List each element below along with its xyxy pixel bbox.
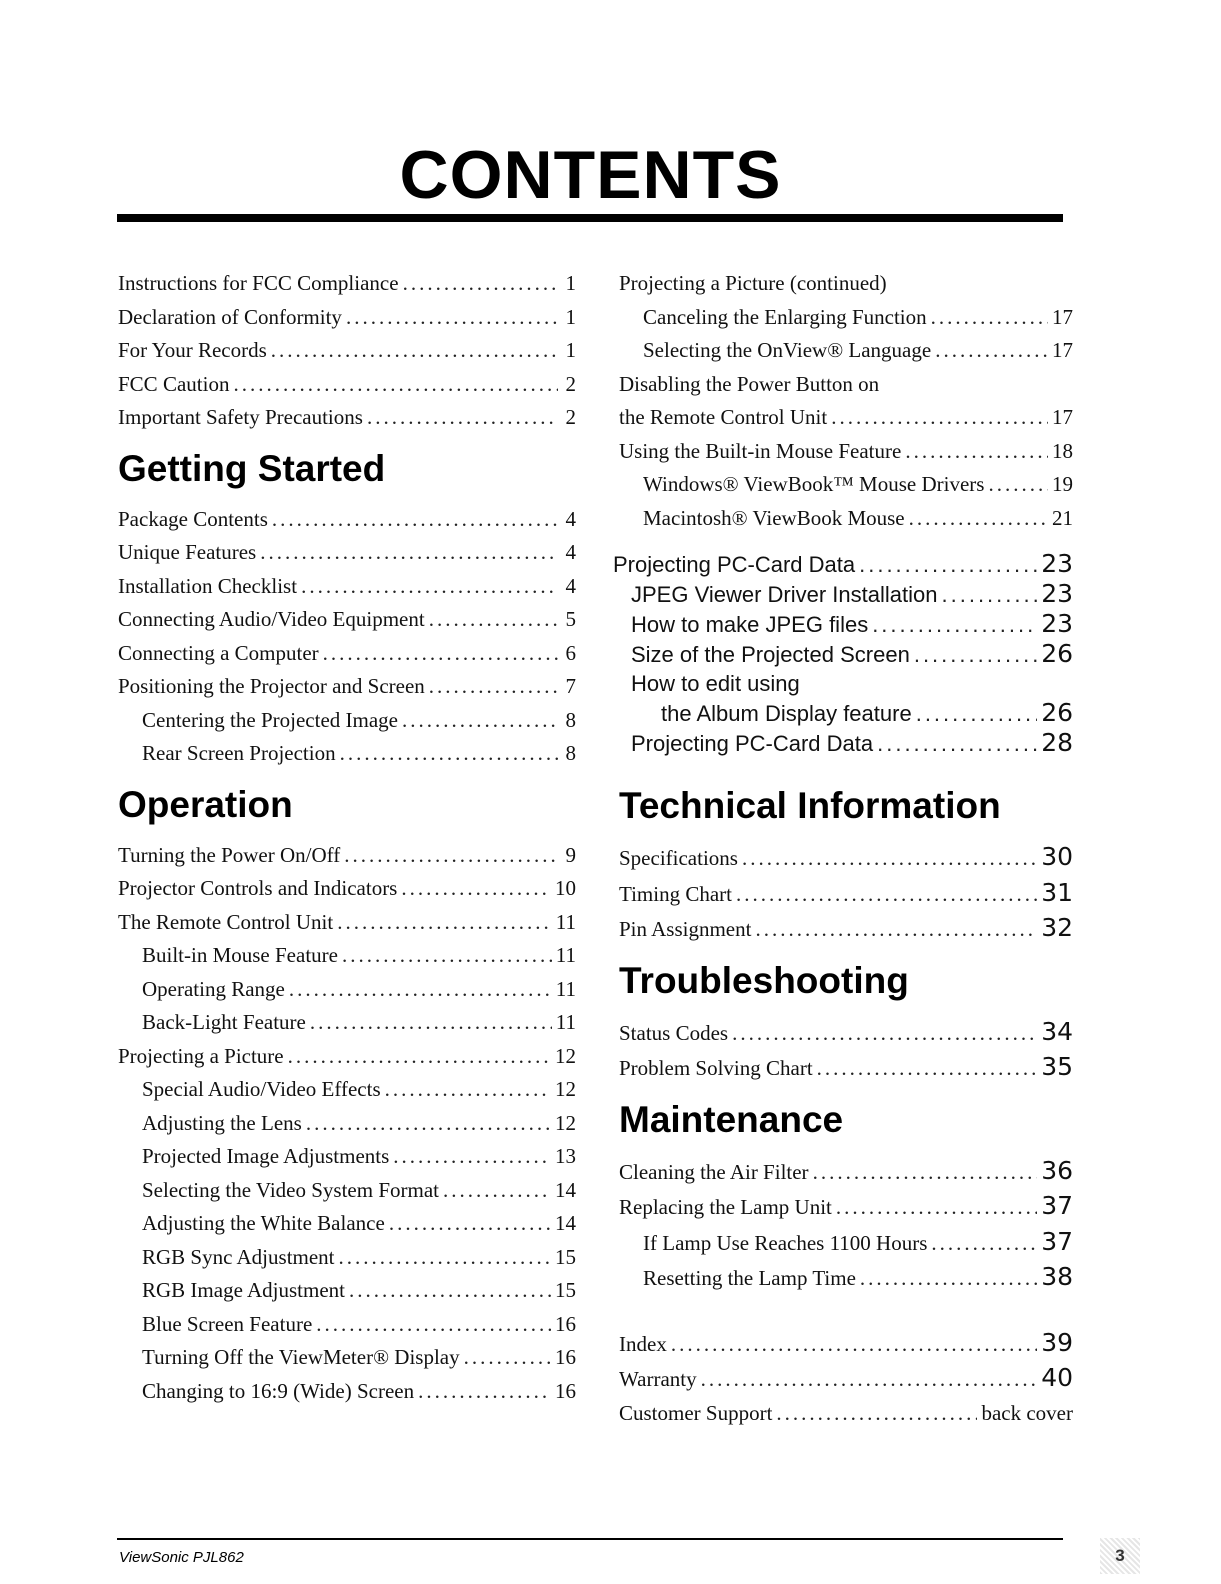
toc-entry[interactable] <box>619 609 1073 639</box>
toc-entry[interactable] <box>118 1341 576 1375</box>
toc-entry-page: 1 <box>565 271 576 295</box>
leader-dots <box>872 610 1037 639</box>
toc-entry-label: Projecting a Picture <box>118 1043 284 1068</box>
footer-rule <box>117 1538 1063 1540</box>
toc-entry[interactable] <box>619 1015 1073 1051</box>
toc-entry-label: Problem Solving Chart <box>619 1056 813 1080</box>
section-heading-technical-information: Technical Information <box>619 785 1001 826</box>
toc-entry[interactable] <box>118 1174 576 1208</box>
leader-dots <box>233 368 558 402</box>
toc-entry-label: Selecting the Video System Format <box>142 1177 439 1202</box>
toc-entry-label: Declaration of Conformity <box>118 304 342 329</box>
toc-entry-label: Warranty <box>619 1367 697 1391</box>
leader-dots <box>418 1375 551 1409</box>
toc-entry-label: Instructions for FCC Compliance <box>118 271 399 295</box>
toc-entry-page: 4 <box>565 540 576 564</box>
toc-entry[interactable] <box>118 1274 576 1308</box>
toc-entry[interactable] <box>619 579 1073 609</box>
toc-entry-label: Projector Controls and Indicators <box>118 876 398 900</box>
toc-entry-page: 19 <box>1052 472 1073 496</box>
toc-entry-page: 1 <box>565 338 576 362</box>
toc-entry-label: Windows® ViewBook™ Mouse Drivers <box>643 472 985 496</box>
toc-entry[interactable] <box>118 301 576 335</box>
toc-entry-page: 2 <box>565 371 576 396</box>
toc-entry[interactable] <box>619 840 1073 876</box>
toc-entry-page: 11 <box>555 976 576 1001</box>
toc-entry-page: 9 <box>565 842 576 867</box>
toc-entry-page: 12 <box>555 1110 576 1135</box>
toc-entry[interactable] <box>118 939 576 973</box>
toc-entry-page: 15 <box>555 1278 576 1302</box>
toc-entry-label: Status Codes <box>619 1020 729 1045</box>
toc-entry-page: 11 <box>555 943 576 967</box>
toc-entry[interactable] <box>118 368 576 402</box>
toc-entry-page: 8 <box>565 741 576 765</box>
toc-entry[interactable] <box>619 1326 1073 1362</box>
toc-entry-label: Built-in Mouse Feature <box>142 943 338 967</box>
toc-entry[interactable] <box>118 603 576 637</box>
leader-dots <box>272 503 558 537</box>
leader-dots <box>385 1073 551 1107</box>
toc-entry-label: JPEG Viewer Driver Installation <box>631 582 938 607</box>
toc-entry-page: 23 <box>1041 579 1073 608</box>
page-number: 3 <box>1100 1538 1140 1574</box>
toc-entry-label: How to edit using <box>631 671 800 696</box>
toc-entry[interactable] <box>118 704 576 738</box>
toc-entry-page: 16 <box>555 1378 576 1403</box>
footer-product-name: ViewSonic PJL862 <box>119 1549 244 1566</box>
toc-entry[interactable] <box>619 1397 1073 1431</box>
leader-dots <box>429 670 558 704</box>
leader-dots <box>836 1191 1037 1225</box>
leader-dots <box>288 1040 551 1074</box>
toc-entry-label: Resetting the Lamp Time <box>643 1266 856 1290</box>
toc-entry-page: 37 <box>1041 1191 1073 1220</box>
toc-entry[interactable] <box>118 334 576 368</box>
toc-entry-page: 28 <box>1041 728 1073 757</box>
leader-dots <box>701 1363 1038 1397</box>
toc-entry-label: Connecting Audio/Video Equipment <box>118 607 425 631</box>
toc-entry-page: 14 <box>555 1211 576 1235</box>
toc-entry-page: 40 <box>1041 1363 1073 1392</box>
leader-dots <box>905 435 1048 469</box>
toc-entry[interactable] <box>118 737 576 771</box>
toc-entry[interactable] <box>118 1107 576 1141</box>
leader-dots <box>859 550 1037 579</box>
leader-dots <box>831 401 1048 435</box>
leader-dots <box>736 878 1037 912</box>
toc-entry-page: 5 <box>565 607 576 631</box>
toc-entry-label: Back-Light Feature <box>142 1010 306 1034</box>
toc-entry[interactable] <box>118 401 576 435</box>
toc-entry-page: 26 <box>1041 639 1073 668</box>
toc-entry-page: 18 <box>1052 438 1073 463</box>
toc-entry[interactable] <box>118 973 576 1007</box>
title-rule <box>117 214 1063 222</box>
toc-entry-page: 36 <box>1041 1155 1073 1185</box>
toc-entry[interactable] <box>118 906 576 940</box>
leader-dots <box>931 1227 1037 1261</box>
toc-entry[interactable] <box>619 911 1073 947</box>
toc-entry-label: Turning the Power On/Off <box>118 842 341 867</box>
toc-entry-label: Rear Screen Projection <box>142 741 336 765</box>
toc-entry-label: Projected Image Adjustments <box>142 1144 390 1168</box>
toc-entry-label: Using the Built-in Mouse Feature <box>619 438 902 463</box>
leader-dots <box>340 737 558 771</box>
toc-entry[interactable] <box>619 639 1073 669</box>
page-title: CONTENTS <box>399 137 782 213</box>
leader-dots <box>306 1107 551 1141</box>
leader-dots <box>817 1052 1038 1086</box>
toc-entry-label: Operating Range <box>142 976 285 1001</box>
toc-entry-label: Installation Checklist <box>118 573 298 598</box>
toc-entry[interactable] <box>619 368 1073 402</box>
toc-entry-page: 6 <box>565 640 576 665</box>
toc-entry[interactable] <box>619 1361 1073 1397</box>
toc-entry-label: Centering the Projected Image <box>142 707 398 732</box>
leader-dots <box>988 468 1048 502</box>
toc-entry-page: 26 <box>1041 698 1073 727</box>
toc-entry[interactable] <box>619 1050 1073 1086</box>
toc-entry[interactable] <box>619 728 1073 758</box>
leader-dots <box>271 334 558 368</box>
toc-entry-page: 4 <box>565 506 576 531</box>
leader-dots <box>429 603 558 637</box>
leader-dots <box>464 1341 551 1375</box>
toc-entry-page: 38 <box>1041 1262 1073 1291</box>
toc-entry-label: Projecting a Picture (continued) <box>619 271 887 295</box>
toc-entry-label: Disabling the Power Button on <box>619 371 880 396</box>
toc-entry-page: 14 <box>555 1177 576 1202</box>
leader-dots <box>931 301 1048 335</box>
toc-entry[interactable] <box>619 502 1073 536</box>
toc-entry-page: back cover <box>981 1400 1073 1425</box>
toc-entry-label: If Lamp Use Reaches 1100 Hours <box>643 1230 928 1255</box>
toc-entry-label: Blue Screen Feature <box>142 1311 313 1336</box>
toc-entry-label: Size of the Projected Screen <box>631 642 910 667</box>
toc-entry-label: Important Safety Precautions <box>118 405 363 429</box>
toc-entry[interactable] <box>619 1260 1073 1296</box>
toc-right-column <box>613 267 1073 1430</box>
toc-entry[interactable] <box>619 301 1073 335</box>
leader-dots <box>316 1308 551 1342</box>
toc-entry[interactable] <box>118 267 576 301</box>
toc-entry[interactable] <box>619 435 1073 469</box>
toc-entry-page: 32 <box>1041 913 1073 942</box>
leader-dots <box>367 401 558 435</box>
leader-dots <box>339 1241 551 1275</box>
leader-dots <box>742 842 1037 876</box>
toc-entry[interactable] <box>619 401 1073 435</box>
leader-dots <box>342 939 552 973</box>
toc-entry[interactable] <box>118 1073 576 1107</box>
toc-entry-page: 2 <box>565 405 576 429</box>
toc-entry-label: Cleaning the Air Filter <box>619 1159 809 1184</box>
toc-entry-page: 21 <box>1052 505 1073 530</box>
toc-entry[interactable] <box>118 570 576 604</box>
toc-entry-label: the Album Display feature <box>661 701 912 726</box>
toc-entry-page: 17 <box>1052 304 1073 329</box>
toc-entry[interactable] <box>118 503 576 537</box>
toc-entry[interactable] <box>118 1375 576 1409</box>
toc-entry-label: Selecting the OnView® Language <box>643 338 932 362</box>
toc-entry-page: 34 <box>1041 1016 1073 1046</box>
toc-entry-label: FCC Caution <box>118 371 230 396</box>
toc-entry[interactable] <box>118 839 576 873</box>
toc-entry-label: Special Audio/Video Effects <box>142 1077 381 1101</box>
toc-entry-label: Index <box>619 1331 667 1356</box>
toc-entry-label: Projecting PC-Card Data <box>613 552 856 577</box>
leader-dots <box>260 536 558 570</box>
leader-dots <box>402 704 558 738</box>
leader-dots <box>289 973 552 1007</box>
toc-entry[interactable] <box>619 1189 1073 1225</box>
toc-entry-page: 23 <box>1041 549 1073 578</box>
leader-dots <box>776 1397 977 1431</box>
toc-entry-page: 4 <box>565 573 576 598</box>
toc-entry-label: Timing Chart <box>619 881 732 906</box>
toc-entry[interactable] <box>118 1308 576 1342</box>
toc-left-column <box>118 267 576 1408</box>
toc-entry-page: 30 <box>1041 842 1073 871</box>
toc-entry-page: 39 <box>1041 1327 1073 1357</box>
toc-entry-label: Customer Support <box>619 1400 773 1425</box>
toc-entry-page: 13 <box>555 1144 576 1168</box>
toc-entry-page: 35 <box>1041 1052 1073 1081</box>
toc-entry[interactable] <box>613 549 1073 579</box>
leader-dots <box>337 906 552 940</box>
leader-dots <box>301 570 558 604</box>
toc-entry[interactable] <box>619 1225 1073 1261</box>
toc-entry-label: the Remote Control Unit <box>619 405 828 429</box>
leader-dots <box>403 267 558 301</box>
toc-entry-label: Unique Features <box>118 540 257 564</box>
toc-entry[interactable] <box>118 1040 576 1074</box>
toc-entry[interactable] <box>619 267 1073 301</box>
toc-entry-label: Projecting PC-Card Data <box>631 731 874 756</box>
section-heading-troubleshooting: Troubleshooting <box>619 959 909 1001</box>
leader-dots <box>443 1174 551 1208</box>
leader-dots <box>877 729 1037 758</box>
toc-entry-label: RGB Image Adjustment <box>142 1278 345 1302</box>
toc-entry-label: For Your Records <box>118 338 267 362</box>
toc-entry-page: 10 <box>555 876 576 900</box>
leader-dots <box>393 1140 551 1174</box>
toc-entry[interactable] <box>619 669 1073 698</box>
toc-entry-label: How to make JPEG files <box>631 612 869 637</box>
leader-dots <box>389 1207 551 1241</box>
toc-entry-page: 12 <box>555 1043 576 1068</box>
leader-dots <box>346 301 558 335</box>
leader-dots <box>732 1017 1037 1051</box>
section-heading-maintenance: Maintenance <box>619 1098 844 1140</box>
toc-entry[interactable] <box>619 468 1073 502</box>
toc-entry-label: Canceling the Enlarging Function <box>643 304 927 329</box>
toc-entry-page: 11 <box>555 909 576 934</box>
toc-entry-page: 11 <box>555 1010 576 1034</box>
toc-entry[interactable] <box>118 1241 576 1275</box>
leader-dots <box>310 1006 552 1040</box>
leader-dots <box>344 839 558 873</box>
toc-entry[interactable] <box>619 334 1073 368</box>
toc-entry[interactable] <box>619 1154 1073 1190</box>
toc-entry-page: 31 <box>1041 877 1073 907</box>
leader-dots <box>860 1262 1037 1296</box>
toc-entry-page: 7 <box>565 674 576 698</box>
toc-entry-page: 23 <box>1041 609 1073 638</box>
leader-dots <box>323 637 558 671</box>
toc-entry-page: 12 <box>555 1077 576 1101</box>
leader-dots <box>909 502 1048 536</box>
toc-entry[interactable] <box>619 698 1073 728</box>
toc-entry-label: Adjusting the White Balance <box>142 1211 385 1235</box>
toc-entry[interactable] <box>118 1140 576 1174</box>
toc-entry-label: Replacing the Lamp Unit <box>619 1195 832 1219</box>
toc-entry-page: 16 <box>555 1311 576 1336</box>
toc-entry[interactable] <box>118 1207 576 1241</box>
toc-entry-label: Connecting a Computer <box>118 640 319 665</box>
toc-entry-label: Specifications <box>619 846 738 870</box>
toc-entry[interactable] <box>118 536 576 570</box>
toc-entry[interactable] <box>619 876 1073 912</box>
leader-dots <box>935 334 1048 368</box>
toc-entry-label: Pin Assignment <box>619 917 752 941</box>
leader-dots <box>671 1328 1037 1362</box>
toc-entry-label: RGB Sync Adjustment <box>142 1244 335 1269</box>
toc-entry-label: Positioning the Projector and Screen <box>118 674 425 698</box>
leader-dots <box>942 580 1038 609</box>
toc-entry[interactable] <box>118 1006 576 1040</box>
leader-dots <box>914 640 1037 669</box>
toc-entry[interactable] <box>118 637 576 671</box>
toc-entry-page: 17 <box>1052 338 1073 362</box>
toc-entry-label: The Remote Control Unit <box>118 909 334 934</box>
toc-entry-label: Package Contents <box>118 506 268 531</box>
toc-entry-label: Turning Off the ViewMeter® Display <box>142 1345 460 1369</box>
toc-entry-label: Macintosh® ViewBook Mouse <box>643 505 905 530</box>
toc-entry[interactable] <box>118 872 576 906</box>
section-heading-operation: Operation <box>118 783 293 825</box>
toc-entry-page: 15 <box>555 1244 576 1269</box>
leader-dots <box>401 872 551 906</box>
toc-entry-page: 37 <box>1041 1226 1073 1256</box>
toc-entry-page: 1 <box>565 304 576 329</box>
leader-dots <box>813 1156 1038 1190</box>
toc-entry-label: Changing to 16:9 (Wide) Screen <box>142 1378 415 1403</box>
toc-entry[interactable] <box>118 670 576 704</box>
leader-dots <box>916 699 1037 728</box>
toc-entry-label: Adjusting the Lens <box>142 1110 302 1135</box>
toc-entry-page: 16 <box>555 1345 576 1369</box>
toc-entry-page: 8 <box>565 707 576 732</box>
section-heading-getting-started: Getting Started <box>118 447 386 489</box>
leader-dots <box>349 1274 551 1308</box>
toc-entry-page: 17 <box>1052 405 1073 429</box>
leader-dots <box>755 913 1037 947</box>
